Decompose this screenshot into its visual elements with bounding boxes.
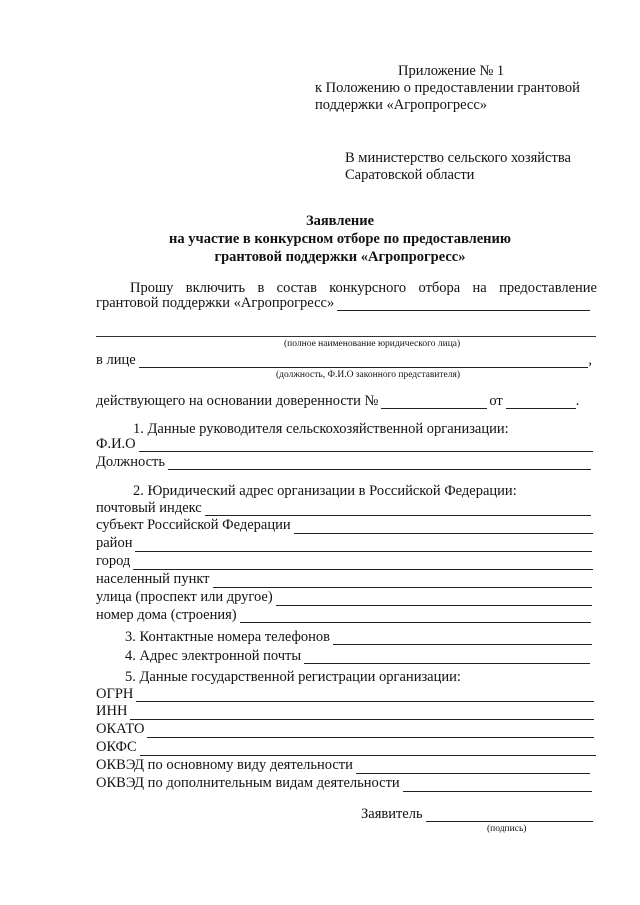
form-row-label: ОКВЭД по основному виду деятельности	[96, 757, 353, 774]
addressee-line-2: Саратовской области	[345, 167, 475, 183]
position-blank[interactable]	[168, 469, 591, 470]
form-row-label: субъект Российской Федерации	[96, 517, 291, 534]
form-row[interactable]	[96, 553, 593, 571]
org-name-blank[interactable]	[337, 310, 590, 311]
section-4-title: 4. Адрес электронной почты	[125, 647, 302, 664]
document-subtitle-1: на участие в конкурсном отборе по предоставлению	[169, 231, 511, 247]
form-row[interactable]	[96, 739, 596, 757]
proxy-number-blank[interactable]	[381, 408, 487, 409]
from-label: от	[489, 392, 503, 409]
form-row-label: почтовый индекс	[96, 499, 202, 516]
in-person-label: в лице	[96, 351, 136, 368]
form-row[interactable]	[96, 703, 594, 721]
section-2-title: 2. Юридический адрес организации в Российской Федерации:	[133, 483, 517, 499]
appendix-line-1: Приложение № 1	[398, 63, 505, 79]
hint-org-name: (полное наименование юридического лица)	[284, 339, 461, 349]
form-row[interactable]	[96, 499, 591, 517]
form-row-label: ОКАТО	[96, 721, 145, 738]
comma: ,	[588, 351, 592, 368]
position-field[interactable]	[96, 453, 591, 471]
section-5-title: 5. Данные государственной регистрации организации:	[125, 669, 461, 685]
org-name-line-2[interactable]	[96, 336, 596, 337]
form-row[interactable]	[96, 589, 592, 607]
request-line-1: Прошу включить в состав конкурсного отбора на предоставление	[130, 280, 597, 296]
form-row[interactable]	[96, 757, 590, 775]
form-row-label: город	[96, 553, 131, 570]
form-row[interactable]	[96, 571, 592, 589]
document-title: Заявление	[305, 213, 375, 229]
form-row-blank[interactable]	[133, 569, 593, 570]
form-row-blank[interactable]	[147, 737, 594, 738]
form-row-blank[interactable]	[140, 755, 596, 756]
proxy-field[interactable]	[96, 392, 594, 410]
form-row-blank[interactable]	[403, 791, 592, 792]
form-row[interactable]	[96, 685, 594, 703]
phone-field[interactable]	[125, 628, 592, 646]
acting-label: действующего на основании доверенности №	[96, 392, 379, 409]
signature-field[interactable]	[361, 805, 593, 823]
appendix-line-3: поддержки «Агропрогресс»	[315, 97, 488, 113]
fio-blank[interactable]	[139, 451, 593, 452]
form-row-blank[interactable]	[205, 515, 591, 516]
form-row[interactable]	[96, 535, 592, 553]
appendix-line-2: к Положению о предоставлении грантовой	[315, 80, 580, 96]
representative-blank[interactable]	[139, 367, 589, 368]
fio-label: Ф.И.О	[96, 435, 136, 452]
dot: .	[575, 392, 580, 409]
form-row[interactable]	[96, 517, 593, 535]
fio-field[interactable]	[96, 435, 593, 453]
form-row-blank[interactable]	[130, 719, 594, 720]
form-row-blank[interactable]	[356, 773, 590, 774]
proxy-date-blank[interactable]	[506, 408, 576, 409]
form-row-blank[interactable]	[276, 605, 592, 606]
form-row-label: улица (проспект или другое)	[96, 589, 273, 605]
form-row-blank[interactable]	[213, 587, 592, 588]
form-row-label: ОКВЭД по дополнительным видам деятельности	[96, 775, 400, 791]
form-row-blank[interactable]	[135, 551, 592, 552]
email-blank[interactable]	[304, 663, 590, 664]
form-row[interactable]	[96, 721, 594, 739]
form-row-label: район	[96, 535, 133, 552]
form-row-label: ОГРН	[96, 685, 134, 702]
addressee-line-1: В министерство сельского хозяйства	[345, 150, 571, 166]
form-row[interactable]	[96, 606, 591, 624]
form-row-blank[interactable]	[240, 622, 591, 623]
signature-hint: (подпись)	[487, 824, 527, 834]
org-name-field[interactable]	[96, 294, 590, 312]
position-label: Должность	[96, 453, 165, 470]
form-row-blank[interactable]	[136, 701, 594, 702]
form-row-label: номер дома (строения)	[96, 606, 237, 623]
form-row[interactable]	[96, 775, 592, 793]
phone-blank[interactable]	[333, 644, 592, 645]
section-3-title: 3. Контактные номера телефонов	[125, 628, 330, 645]
signature-blank[interactable]	[426, 821, 593, 822]
form-row-label: населенный пункт	[96, 571, 210, 588]
document-subtitle-2: грантовой поддержки «Агропрогресс»	[214, 249, 466, 265]
form-row-blank[interactable]	[294, 533, 593, 534]
form-row-label: ОКФС	[96, 739, 137, 756]
request-line-2: грантовой поддержки «Агропрогресс»	[96, 294, 335, 311]
hint-representative: (должность, Ф.И.О законного представителя)	[276, 370, 461, 380]
email-field[interactable]	[125, 647, 590, 665]
form-row-label: ИНН	[96, 703, 128, 720]
representative-field[interactable]	[96, 351, 592, 369]
signature-label: Заявитель	[361, 805, 423, 822]
section-1-title: 1. Данные руководителя сельскохозяйственной организации:	[133, 421, 509, 437]
